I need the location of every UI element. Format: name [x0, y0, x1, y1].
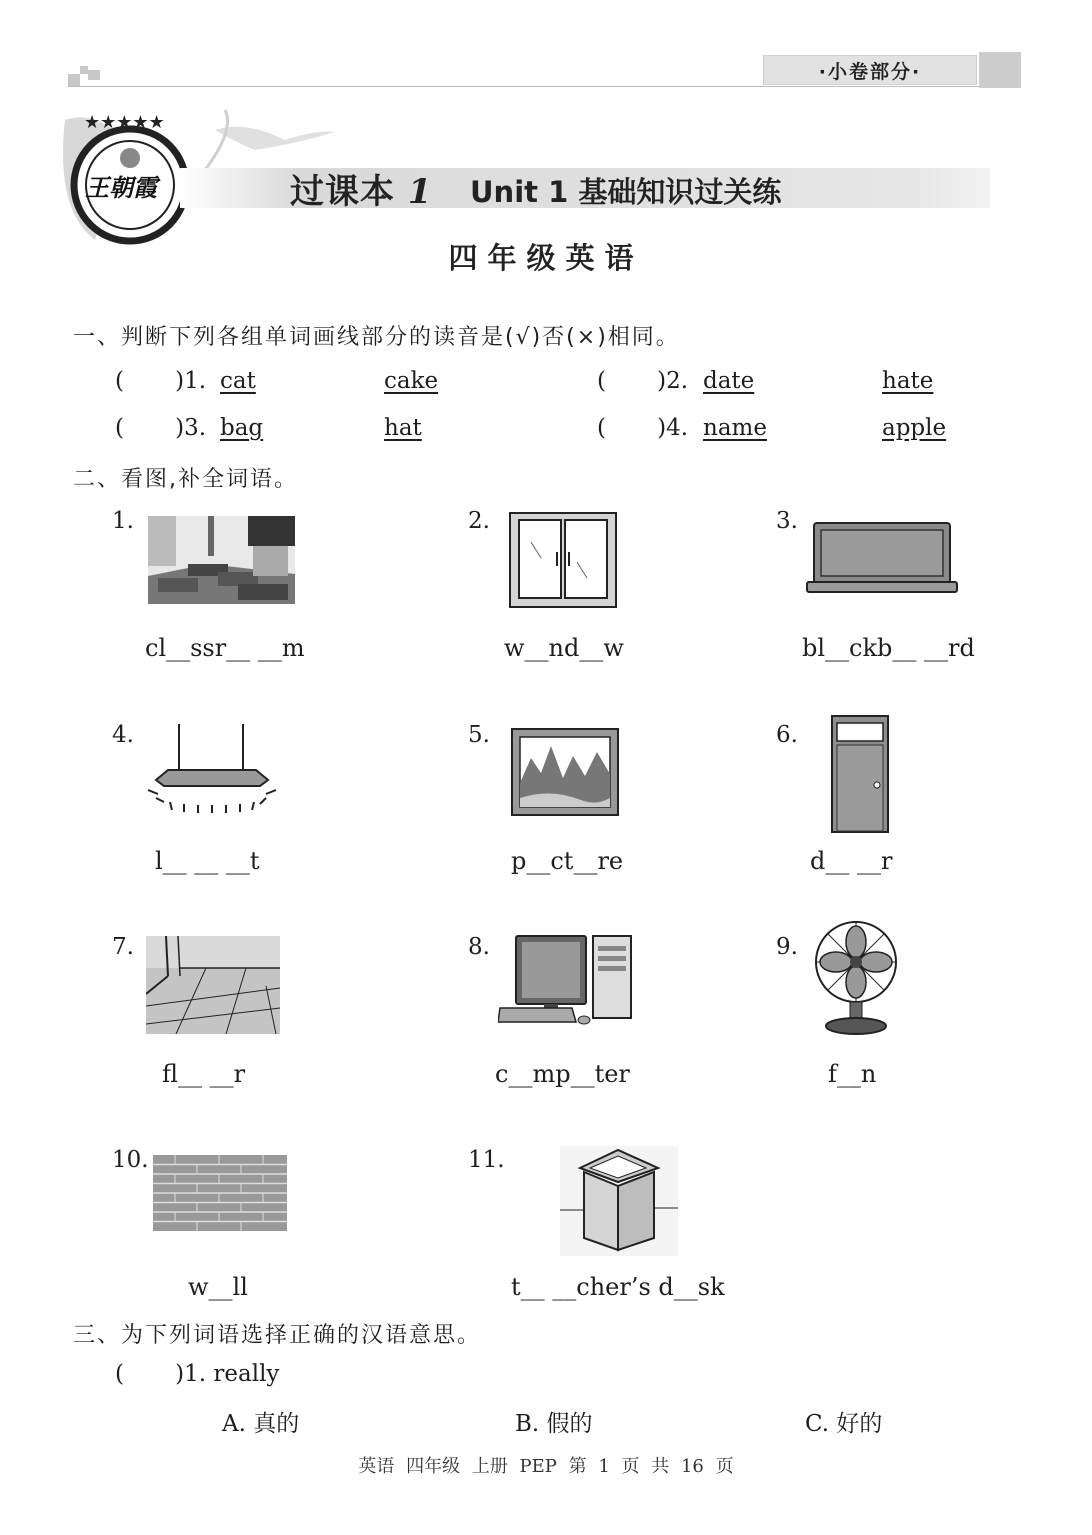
s1-item-3-word1: bag: [220, 415, 264, 441]
s2-num: 5.: [468, 722, 490, 748]
logo-text: 王朝霞: [85, 173, 157, 202]
corner-decoration: [68, 74, 80, 86]
s2-num: 10.: [112, 1147, 149, 1173]
s3-option-a: A. 真的: [222, 1411, 300, 1437]
fan-icon: [812, 920, 900, 1036]
s1-item-4-word2: apple: [882, 415, 947, 441]
classroom-icon: [148, 516, 295, 604]
s2-num: 7.: [112, 934, 134, 960]
s2-num: 2.: [468, 508, 490, 534]
s1-item-4: ( )4.: [597, 415, 689, 441]
s2-num: 8.: [468, 934, 490, 960]
wall-icon: [153, 1155, 287, 1231]
s1-item-3-word2: hat: [384, 415, 422, 441]
s2-answer: cl__ssr__ __m: [145, 634, 305, 662]
s2-num: 11.: [468, 1147, 505, 1173]
section3-heading: 三、为下列词语选择正确的汉语意思。: [73, 1323, 482, 1348]
s1-item-1-word1: cat: [220, 368, 256, 394]
computer-icon: [498, 932, 636, 1026]
s2-num: 3.: [776, 508, 798, 534]
s2-answer: l__ __ __t: [155, 847, 260, 875]
page-footer: 英语 四年级 上册 PEP 第 1 页 共 16 页: [358, 1456, 734, 1477]
door-icon: [831, 715, 889, 833]
title-prefix: 过课本: [290, 172, 395, 212]
teachers-desk-icon: [560, 1146, 678, 1256]
section-tag: ·小卷部分·: [763, 55, 977, 85]
s1-item-2: ( )2.: [597, 368, 689, 394]
s2-answer: d__ __r: [810, 847, 893, 875]
s3-option-c: C. 好的: [805, 1411, 883, 1437]
s2-num: 1.: [112, 508, 134, 534]
s1-item-2-word2: hate: [882, 368, 934, 394]
header-rule: [68, 86, 1020, 87]
s2-answer: t__ __cher’s d__sk: [511, 1273, 725, 1301]
s1-item-1: ( )1.: [115, 368, 207, 394]
window-icon: [509, 512, 617, 608]
subtitle: 四年级英语: [448, 241, 644, 275]
s2-answer: w__ll: [188, 1273, 248, 1301]
floor-icon: [146, 936, 280, 1034]
corner-decoration: [80, 66, 88, 74]
svg-text:★★★★★: ★★★★★: [84, 112, 165, 133]
s3-item-1: ( )1. really: [115, 1361, 280, 1387]
s2-answer: f__n: [828, 1060, 877, 1088]
blackboard-icon: [806, 522, 958, 594]
s2-answer: p__ct__re: [511, 847, 624, 875]
title-number: 1: [407, 172, 433, 212]
s1-item-3: ( )3.: [115, 415, 207, 441]
title-unit: Unit 1 基础知识过关练: [470, 175, 782, 209]
s3-item-1-word: really: [213, 1361, 280, 1387]
tag-decoration: [979, 52, 1021, 88]
s1-item-4-word1: name: [703, 415, 767, 441]
s2-answer: c__mp__ter: [495, 1060, 630, 1088]
s2-num: 6.: [776, 722, 798, 748]
corner-decoration: [88, 70, 100, 80]
page-title: [290, 164, 433, 213]
section2-heading: 二、看图,补全词语。: [73, 467, 298, 492]
light-icon: [142, 724, 290, 814]
s2-answer: fl__ __r: [162, 1060, 246, 1088]
s1-item-1-word2: cake: [384, 368, 439, 394]
s2-answer: w__nd__w: [504, 634, 624, 662]
s2-num: 9.: [776, 934, 798, 960]
picture-icon: [511, 728, 619, 816]
section1-heading: 一、判断下列各组单词画线部分的读音是(√)否(×)相同。: [73, 325, 680, 350]
s1-item-2-word1: date: [703, 368, 755, 394]
s2-num: 4.: [112, 722, 134, 748]
s2-answer: bl__ckb__ __rd: [802, 634, 975, 662]
s3-option-b: B. 假的: [515, 1411, 593, 1437]
